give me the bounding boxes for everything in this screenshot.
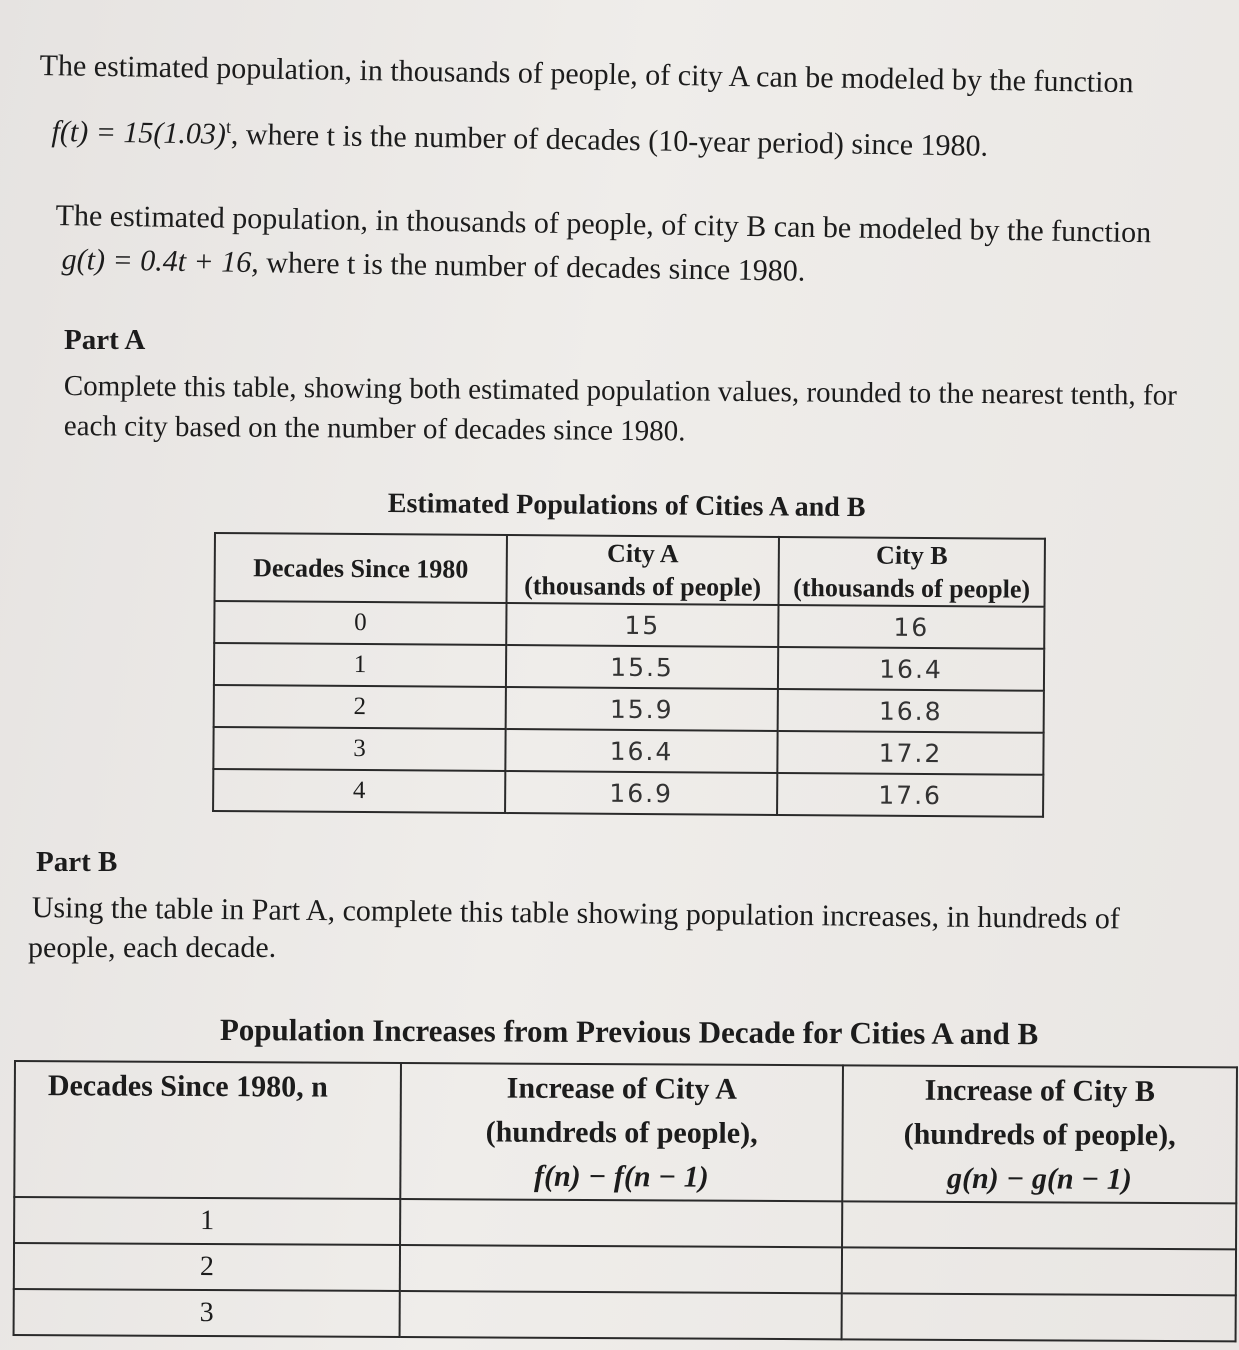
header-city-b-title: City B bbox=[876, 540, 948, 571]
decade-cell: 2 bbox=[214, 685, 506, 729]
intro-city-a-line1: The estimated population, in thousands of people, of city A can be modeled by the function bbox=[39, 48, 1134, 100]
city-a-value-cell[interactable]: 15.9 bbox=[506, 687, 778, 731]
header-increase-b-units: (hundreds of people), bbox=[903, 1117, 1176, 1153]
increase-b-cell[interactable] bbox=[842, 1293, 1236, 1341]
header-increase-a-formula: f(n) − f(n − 1) bbox=[533, 1159, 709, 1194]
intro-city-a-line2 bbox=[51, 104, 988, 167]
header-increase-b-title: Increase of City B bbox=[924, 1073, 1156, 1108]
header-increase-b-formula: g(n) − g(n − 1) bbox=[946, 1161, 1132, 1196]
decade-cell: 1 bbox=[214, 643, 506, 687]
part-b-instructions-line2: people, each decade. bbox=[28, 931, 277, 964]
header-city-b bbox=[779, 537, 1045, 607]
city-b-value-cell[interactable]: 16.8 bbox=[778, 689, 1044, 733]
part-b-table-title: Population Increases from Previous Decade for Cities A and B bbox=[219, 1012, 1039, 1052]
table-row bbox=[14, 1197, 1236, 1249]
city-a-value-cell[interactable]: 16.9 bbox=[505, 771, 777, 815]
part-a-table-title: Estimated Populations of Cities A and B bbox=[387, 488, 866, 524]
table-row bbox=[213, 727, 1043, 775]
table-row bbox=[214, 601, 1044, 649]
population-increases-table bbox=[13, 1060, 1238, 1342]
city-b-value-cell[interactable]: 16 bbox=[778, 605, 1044, 649]
header-increase-a-title: Increase of City A bbox=[506, 1071, 738, 1106]
intro-city-a-rest: , where t is the number of decades (10-year period) since 1980. bbox=[230, 117, 989, 163]
table-header-row bbox=[14, 1061, 1237, 1203]
header-city-a-title: City A bbox=[607, 538, 679, 569]
increase-a-cell[interactable] bbox=[400, 1291, 842, 1339]
table-row bbox=[214, 685, 1044, 733]
city-b-value-cell[interactable]: 16.4 bbox=[778, 647, 1044, 691]
exponent-t: t bbox=[225, 116, 232, 137]
table-row bbox=[14, 1243, 1236, 1295]
header-increase-a-units: (hundreds of people), bbox=[485, 1115, 758, 1150]
table-row bbox=[14, 1289, 1236, 1341]
city-a-value-cell[interactable]: 15 bbox=[506, 603, 778, 647]
part-b-label: Part B bbox=[36, 846, 118, 878]
n-cell: 1 bbox=[14, 1197, 400, 1245]
intro-city-b-line2 bbox=[61, 240, 805, 292]
increase-a-cell[interactable] bbox=[400, 1199, 842, 1247]
increase-b-cell[interactable] bbox=[842, 1247, 1236, 1295]
header-city-a-units: (thousands of people) bbox=[524, 571, 762, 602]
part-a-instructions-line1: Complete this table, showing both estimated population values, rounded to the nearest tenth, for bbox=[63, 369, 1177, 412]
table-header-row bbox=[215, 533, 1045, 607]
decade-cell: 4 bbox=[213, 769, 505, 813]
table-row bbox=[214, 643, 1044, 691]
header-city-b-units: (thousands of people) bbox=[793, 573, 1031, 604]
intro-city-b-rest: where t is the number of decades since 1980. bbox=[258, 246, 806, 288]
part-a-instructions-line2: each city based on the number of decades since 1980. bbox=[63, 409, 686, 448]
city-a-value-cell[interactable]: 15.5 bbox=[506, 645, 778, 689]
part-a-label: Part A bbox=[64, 324, 146, 356]
header-decades: Decades Since 1980 bbox=[215, 533, 507, 603]
function-g: g(t) = 0.4t + 16, bbox=[61, 242, 260, 280]
estimated-populations-table bbox=[212, 532, 1046, 818]
part-b-instructions-line1: Using the table in Part A, complete this table showing population increases, in hundreds of bbox=[31, 890, 1121, 936]
n-cell: 2 bbox=[14, 1243, 400, 1291]
function-f: f(t) = 15(1.03) bbox=[51, 114, 227, 151]
intro-city-b-line1: The estimated population, in thousands of people, of city B can be modeled by the function bbox=[55, 198, 1152, 250]
city-b-value-cell[interactable]: 17.2 bbox=[777, 731, 1043, 775]
header-city-a bbox=[507, 535, 779, 605]
decade-cell: 0 bbox=[214, 601, 506, 645]
city-b-value-cell[interactable]: 17.6 bbox=[777, 773, 1043, 817]
header-increase-b bbox=[842, 1065, 1237, 1203]
increase-a-cell[interactable] bbox=[400, 1245, 842, 1293]
increase-b-cell[interactable] bbox=[842, 1201, 1236, 1249]
n-cell: 3 bbox=[14, 1289, 400, 1337]
decade-cell: 3 bbox=[213, 727, 505, 771]
city-a-value-cell[interactable]: 16.4 bbox=[505, 729, 777, 773]
header-decades-n: Decades Since 1980, n bbox=[14, 1061, 401, 1199]
header-increase-a bbox=[400, 1063, 843, 1201]
table-row bbox=[213, 769, 1043, 817]
